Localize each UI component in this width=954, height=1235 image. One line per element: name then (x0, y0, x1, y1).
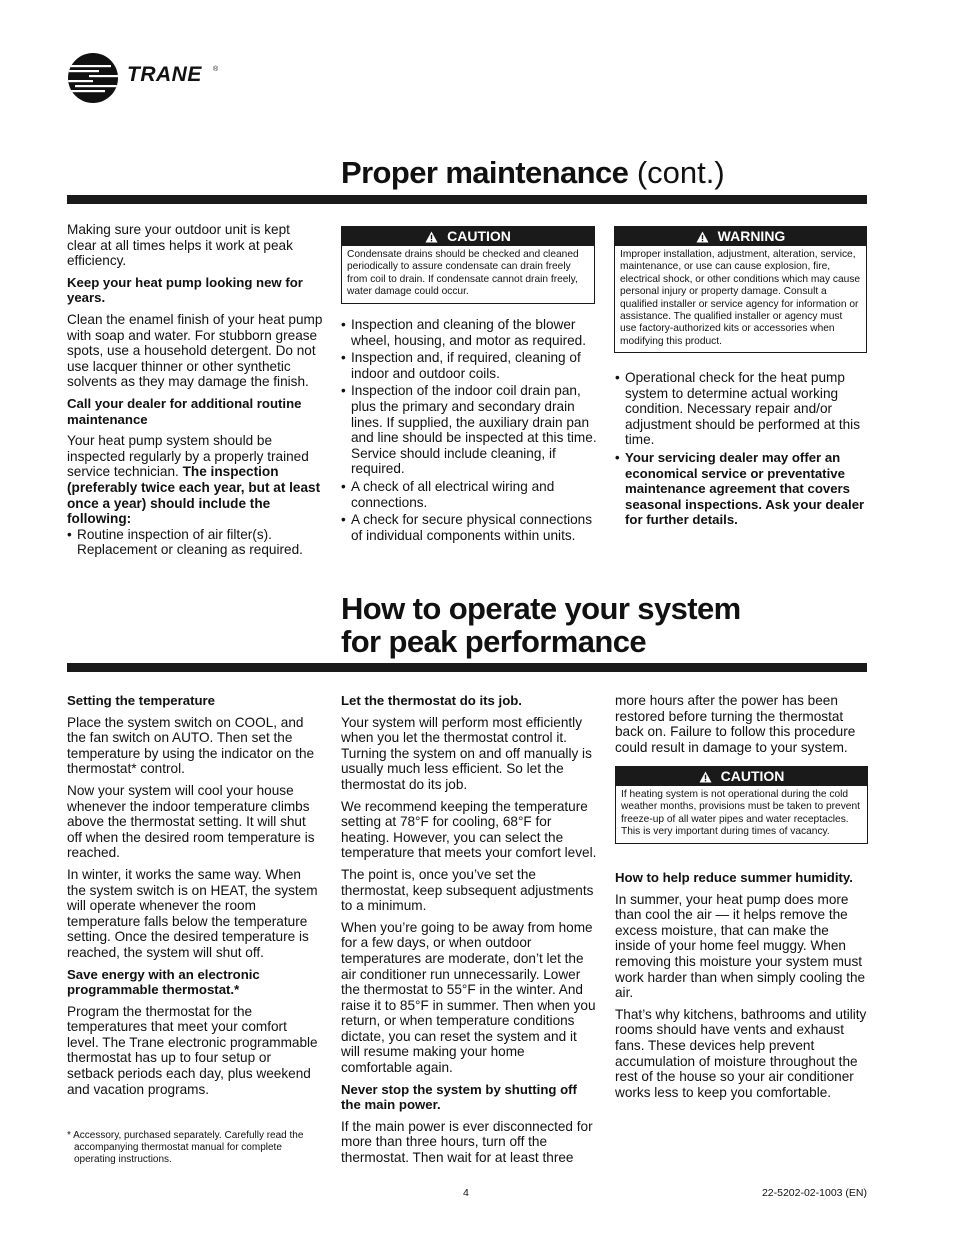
body-text: Clean the enamel finish of your heat pump with soap and water. For stubborn grease spots, use a household detergent. Do not use lacquer thinner or other synthetic solvents as they may damage the finish. (67, 311, 323, 390)
operate-col-3 (615, 693, 867, 761)
subheading: Call your dealer for additional routine maintenance (67, 395, 302, 427)
list-item: • A check for secure physical connections of individual components within units. (341, 512, 597, 543)
subheading: Save energy with an electronic programmable thermostat.* (67, 966, 260, 998)
body-text: If the main power is ever disconnected for more than three hours, turn off the thermostat. Then wait for at least three (341, 1118, 593, 1166)
maintenance-col-1 (67, 222, 323, 564)
warning-triangle-icon (425, 231, 438, 243)
caution-header: CAUTION (616, 767, 867, 786)
list-item: • A check of all electrical wiring and connections. (341, 479, 597, 510)
caution-text: If heating system is not operational during the cold weather months, provisions must be taken to prevent freeze-up of all water pipes and water receptacles. This is very important during times of vacancy. (621, 789, 860, 838)
page-number: 4 (463, 1187, 469, 1199)
body-text: In summer, your heat pump does more than cool the air — it helps remove the excess moisture, that can make the inside of your home feel muggy. When removing this moisture your system must work harder than when simply cooling the air. (615, 891, 866, 1001)
body-text: When you’re going to be away from home for a few days, or when outdoor temperatures are moderate, don’t let the air conditioner run unnecessarily. Lower the thermostat to 55°F in the winter. And raise it to 85°F in summer. Then when you return, or when temperature conditions dictate, you can reset the system and it will resume making your home comfortable again. (341, 919, 596, 1076)
warning-text: Improper installation, adjustment, alteration, service, maintenance, or use can cause explosion, fire, electrical shock, or other conditions which may cause personal injury or property damage. Consult a qualified installer or service agency for information or assistance. The qualified installer or agency must use factory-authorized kits or accessories when modifying this product. (620, 249, 861, 347)
trane-logo (67, 52, 237, 104)
maintenance-col-2 (341, 317, 597, 549)
subheading: Setting the temperature (67, 693, 216, 708)
warning-header: WARNING (615, 227, 866, 246)
footnote: * Accessory, purchased separately. Carefully read the accompanying thermostat manual for complete operating instructions. (67, 1130, 304, 1166)
body-text: The point is, once you’ve set the thermostat, keep subsequent adjustments to a minimum. (341, 866, 594, 914)
operate-col-1 (67, 693, 321, 1103)
operate-title: How to operate your system for peak performance (341, 591, 741, 659)
body-text: more hours after the power has been restored before turning the thermostat back on. Failure to follow this procedure could result in damage to your system. (615, 693, 856, 755)
warning-box (614, 226, 867, 353)
body-text: Your system will perform most efficiently when you let the thermostat control it. Turning the system on and off manually is usually much less efficient. So let the thermostat do its job. (341, 714, 592, 792)
operate-col-2 (341, 693, 597, 1172)
list-item: • Inspection and, if required, cleaning of indoor and outdoor coils. (341, 350, 597, 381)
warning-triangle-icon (699, 771, 712, 783)
list-item: • Operational check for the heat pump system to determine actual working condition. Necessary repair and/or adjustment should be performed at this time. (615, 370, 867, 448)
title-rule (67, 195, 867, 204)
intro-text: Making sure your outdoor unit is kept clear at all times helps it work at peak efficiency. (67, 222, 293, 269)
brand-wordmark: TRANE (127, 63, 202, 86)
body-text: That’s why kitchens, bathrooms and utility rooms should have vents and exhaust fans. These devices help prevent accumulation of moisture throughout the rest of the house so your air conditioner works less to keep you comfortable. (615, 1006, 867, 1100)
list-item: • Inspection of the indoor coil drain pan, plus the primary and secondary drain lines. If supplied, the auxiliary drain pan and line should be inspected at this time. Service should include cleaning, if required. (341, 383, 597, 477)
subheading: How to help reduce summer humidity. (615, 870, 853, 885)
warning-triangle-icon (696, 231, 709, 243)
subheading: Never stop the system by shutting off the main power. (341, 1081, 577, 1113)
maintenance-title: Proper maintenance (cont.) (341, 155, 725, 190)
caution-box (341, 226, 595, 304)
operate-col-3-lower (615, 870, 867, 1106)
maintenance-col-3 (615, 370, 867, 534)
registered-mark: ® (213, 66, 219, 73)
doc-number: 22-5202-02-1003 (EN) (761, 1187, 867, 1199)
body-text: Place the system switch on COOL, and the fan switch on AUTO. Then set the temperature by using the indicator on the thermostat* control. (67, 714, 315, 777)
caution-header: CAUTION (342, 227, 594, 246)
body-text: Program the thermostat for the temperatures that meet your comfort level. The Trane electronic programmable thermostat has up to four setup or setback periods each day, plus weekend and vacation programs. (67, 1003, 318, 1097)
list-item: • Routine inspection of air filter(s). Replacement or cleaning as required. (67, 527, 323, 558)
caution-box (615, 766, 868, 844)
list-item: • Inspection and cleaning of the blower wheel, housing, and motor as required. (341, 317, 597, 348)
body-text: Now your system will cool your house whenever the indoor temperature climbs above the thermostat setting. It will shut off when the desired room temperature is reached. (67, 782, 315, 861)
body-text: We recommend keeping the temperature setting at 78°F for cooling, 68°F for heating. However, you can select the temperature that meets your comfort level. (341, 798, 597, 861)
body-text: Your heat pump system should be inspected regularly by a properly trained service technician. The inspection (preferably twice each year, but at least once a year) should include the following: (67, 433, 321, 527)
title-rule (67, 663, 867, 672)
body-text: In winter, it works the same way. When the system switch is on HEAT, the system will operate whenever the room temperature falls below the temperature setting. Once the desired temperature is reached, the system will shut off. (67, 866, 318, 960)
subheading: Keep your heat pump looking new for years. (67, 274, 303, 306)
subheading: Let the thermostat do its job. (341, 693, 522, 708)
caution-text: Condensate drains should be checked and cleaned periodically to assure condensate can drain freely from coil to drain. If condensate cannot drain freely, water damage could occur. (347, 249, 579, 298)
list-item: • Your servicing dealer may offer an economical service or preventative maintenance agreement that covers seasonal inspections. Ask your dealer for further details. (615, 450, 867, 528)
